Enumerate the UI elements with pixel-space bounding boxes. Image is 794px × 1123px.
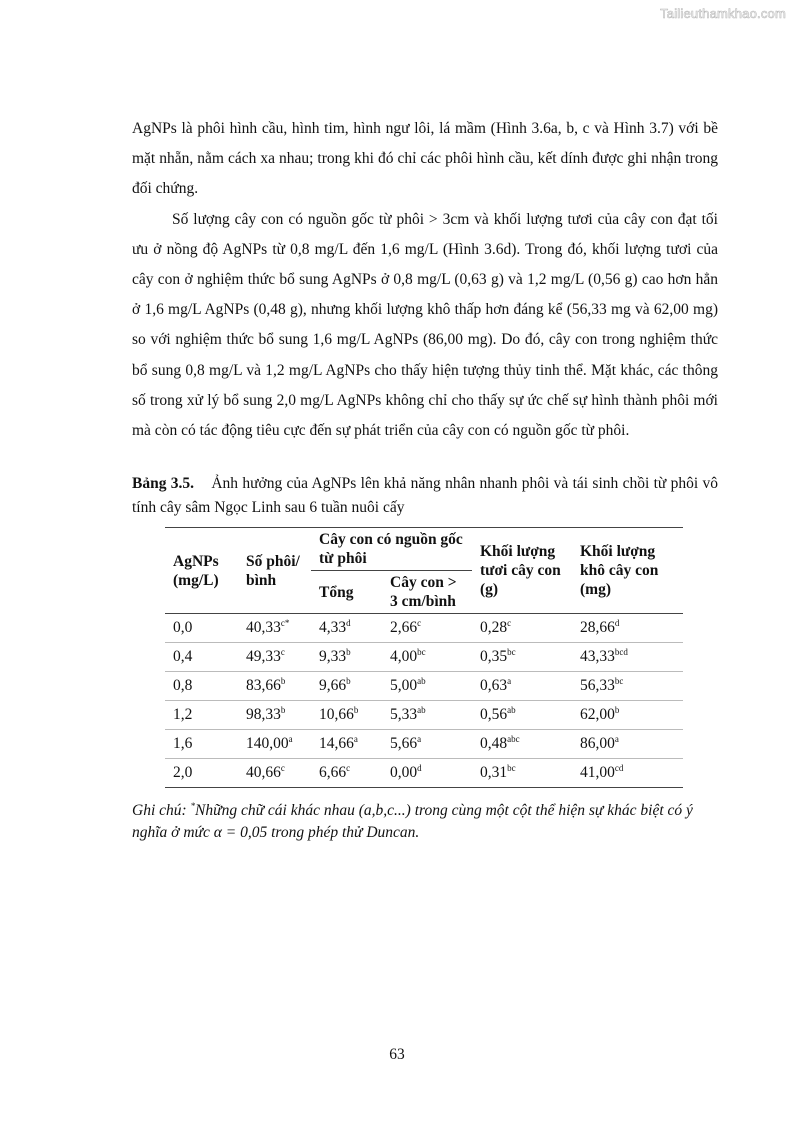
cell-kl-tuoi (472, 759, 572, 788)
cell-value: 83,66 (246, 677, 281, 694)
table-caption (132, 472, 718, 520)
cell-value: 28,66 (580, 619, 615, 636)
cell-value: 0,63 (480, 677, 508, 694)
cell-significance-letter: c (280, 647, 285, 657)
cell-value: 14,66 (319, 735, 354, 752)
cell-value: 40,33 (246, 619, 281, 636)
cell-agnps: 1,6 (165, 730, 238, 759)
cell-value: 40,66 (246, 764, 281, 781)
cell-significance-letter: a (614, 734, 619, 744)
cell-kl-kho (572, 672, 683, 701)
cell-agnps: 1,2 (165, 701, 238, 730)
cell-significance-letter: c (507, 618, 512, 628)
cell-so-phoi (238, 672, 311, 701)
cell-value: 5,33 (390, 706, 418, 723)
cell-value: 0,31 (480, 764, 508, 781)
cell-significance-letter: b (353, 705, 359, 715)
cell-value: 41,00 (580, 764, 615, 781)
cell-significance-letter: a (353, 734, 358, 744)
cell-kl-tuoi (472, 643, 572, 672)
cell-significance-letter: bc (417, 647, 426, 657)
cell-value: 5,00 (390, 677, 418, 694)
header-cay-con-3cm: Cây con > 3 cm/bình (382, 571, 472, 614)
cell-kl-tuoi (472, 672, 572, 701)
table-row (165, 672, 683, 701)
header-kl-kho: Khối lượng khô cây con (mg) (572, 528, 683, 614)
table-row (165, 614, 683, 643)
cell-value: 2,66 (390, 619, 418, 636)
paragraph-1: AgNPs là phôi hình cầu, hình tim, hình ngư lôi, lá mầm (Hình 3.6a, b, c và Hình 3.7) với bề mặt nhẵn, nằm cách xa nhau; trong khi đó chỉ các phôi hình cầu, kết dính được ghi nhận trong đối chứng. (132, 120, 718, 198)
cell-agnps: 2,0 (165, 759, 238, 788)
table-caption-text: Ảnh hưởng của AgNPs lên khả năng nhân nhanh phôi và tái sinh chồi từ phôi vô tính cây sâm Ngọc Linh sau 6 tuần nuôi cấy (132, 475, 719, 516)
cell-tong (311, 614, 382, 643)
note-text-2: = 0,05 trong phép thử Duncan. (221, 824, 420, 841)
cell-value: 43,33 (580, 648, 615, 665)
cell-significance-letter: bc (507, 763, 516, 773)
cell-significance-letter: ab (507, 705, 516, 715)
cell-value: 9,33 (319, 648, 347, 665)
cell-significance-letter: b (614, 705, 620, 715)
cell-kl-kho (572, 730, 683, 759)
cell-value: 6,66 (319, 764, 347, 781)
cell-value: 5,66 (390, 735, 418, 752)
cell-significance-letter: b (280, 705, 286, 715)
data-table (165, 527, 683, 788)
cell-significance-letter: abc (507, 734, 520, 744)
cell-cay-con (382, 643, 472, 672)
cell-kl-kho (572, 759, 683, 788)
cell-tong (311, 701, 382, 730)
table-note (132, 800, 732, 844)
table-row (165, 701, 683, 730)
watermark: Tailieuthamkhao.com (660, 6, 786, 21)
header-kl-tuoi: Khối lượng tươi cây con (g) (472, 528, 572, 614)
cell-significance-letter: a (288, 734, 293, 744)
cell-kl-kho (572, 701, 683, 730)
paragraph-2: Số lượng cây con có nguồn gốc từ phôi > 3cm và khối lượng tươi của cây con đạt tối ưu ở nồng độ AgNPs từ 0,8 mg/L đến 1,6 mg/L (Hình 3.6d). Trong đó, khối lượng tươi của cây con ở nghiệm thức bổ sung AgNPs ở 0,8 mg/L (0,63 g) và 1,2 mg/L (0,56 g) cao hơn hẳn ở 1,6 mg/L AgNPs (0,48 g), nhưng khối lượng khô thấp hơn đáng kể (56,33 mg và 62,00 mg) so với nghiệm thức bổ sung 1,6 mg/L AgNPs (86,00 mg). Do đó, cây con trong nghiệm thức bổ sung 0,8 mg/L và 1,2 mg/L AgNPs cho thấy hiện tượng thủy tinh thể. Mặt khác, các thông số trong xử lý bổ sung 2,0 mg/L AgNPs không chỉ cho thấy sự ức chế sự hình thành phôi mới mà còn có tác động tiêu cực đến sự phát triển của cây con có nguồn gốc từ phôi. (132, 210, 718, 440)
cell-significance-letter: b (280, 676, 286, 686)
cell-tong (311, 730, 382, 759)
body-text (132, 114, 718, 446)
cell-significance-letter: c (280, 763, 285, 773)
cell-significance-letter: bcd (614, 647, 628, 657)
cell-agnps: 0,4 (165, 643, 238, 672)
cell-value: 10,66 (319, 706, 354, 723)
cell-cay-con (382, 672, 472, 701)
cell-kl-kho (572, 614, 683, 643)
cell-so-phoi (238, 730, 311, 759)
cell-significance-letter: bc (614, 676, 624, 686)
cell-cay-con (382, 759, 472, 788)
cell-significance-letter: bc (507, 647, 516, 657)
note-star: * (190, 801, 196, 811)
cell-significance-letter: a (507, 676, 512, 686)
cell-significance-letter: b (346, 676, 351, 686)
cell-significance-letter: d (614, 618, 620, 628)
header-group-cay-con: Cây con có nguồn gốc từ phôi (311, 528, 472, 571)
cell-so-phoi (238, 614, 311, 643)
cell-cay-con (382, 614, 472, 643)
cell-significance-letter: c (346, 763, 351, 773)
cell-agnps: 0,8 (165, 672, 238, 701)
cell-so-phoi (238, 701, 311, 730)
cell-cay-con (382, 701, 472, 730)
cell-significance-letter: c* (280, 618, 290, 628)
note-label: Ghi chú: (132, 802, 187, 819)
table-body (165, 614, 683, 788)
cell-value: 62,00 (580, 706, 615, 723)
cell-significance-letter: c (417, 618, 422, 628)
cell-kl-tuoi (472, 730, 572, 759)
cell-tong (311, 759, 382, 788)
cell-value: 140,00 (246, 735, 289, 752)
cell-kl-tuoi (472, 614, 572, 643)
cell-value: 0,28 (480, 619, 508, 636)
table-caption-label: Bảng 3.5. (132, 475, 195, 492)
cell-significance-letter: ab (417, 705, 426, 715)
cell-value: 56,33 (580, 677, 615, 694)
cell-tong (311, 672, 382, 701)
table-header-row-1 (165, 528, 683, 571)
table-row (165, 643, 683, 672)
cell-significance-letter: ab (417, 676, 426, 686)
header-agnps: AgNPs (mg/L) (165, 528, 238, 614)
cell-value: 86,00 (580, 735, 615, 752)
cell-tong (311, 643, 382, 672)
table-row (165, 730, 683, 759)
page-number: 63 (389, 1046, 405, 1063)
table-row (165, 759, 683, 788)
cell-kl-kho (572, 643, 683, 672)
cell-significance-letter: d (346, 618, 351, 628)
cell-agnps: 0,0 (165, 614, 238, 643)
note-text-1: Những chữ cái khác nhau (a,b,c...) trong cùng một cột thể hiện sự khác biệt có ý nghĩa ở mức (132, 802, 693, 841)
cell-value: 0,56 (480, 706, 508, 723)
cell-so-phoi (238, 643, 311, 672)
cell-so-phoi (238, 759, 311, 788)
header-so-phoi: Số phôi/ bình (238, 528, 311, 614)
header-tong: Tổng (311, 571, 382, 614)
cell-cay-con (382, 730, 472, 759)
cell-value: 98,33 (246, 706, 281, 723)
cell-value: 49,33 (246, 648, 281, 665)
cell-significance-letter: cd (614, 763, 624, 773)
cell-value: 0,00 (390, 764, 418, 781)
cell-value: 9,66 (319, 677, 347, 694)
note-alpha: α (213, 824, 222, 841)
cell-significance-letter: b (346, 647, 351, 657)
cell-value: 0,35 (480, 648, 508, 665)
cell-value: 4,33 (319, 619, 347, 636)
cell-kl-tuoi (472, 701, 572, 730)
cell-value: 4,00 (390, 648, 418, 665)
cell-significance-letter: d (417, 763, 422, 773)
cell-value: 0,48 (480, 735, 508, 752)
cell-significance-letter: a (417, 734, 422, 744)
